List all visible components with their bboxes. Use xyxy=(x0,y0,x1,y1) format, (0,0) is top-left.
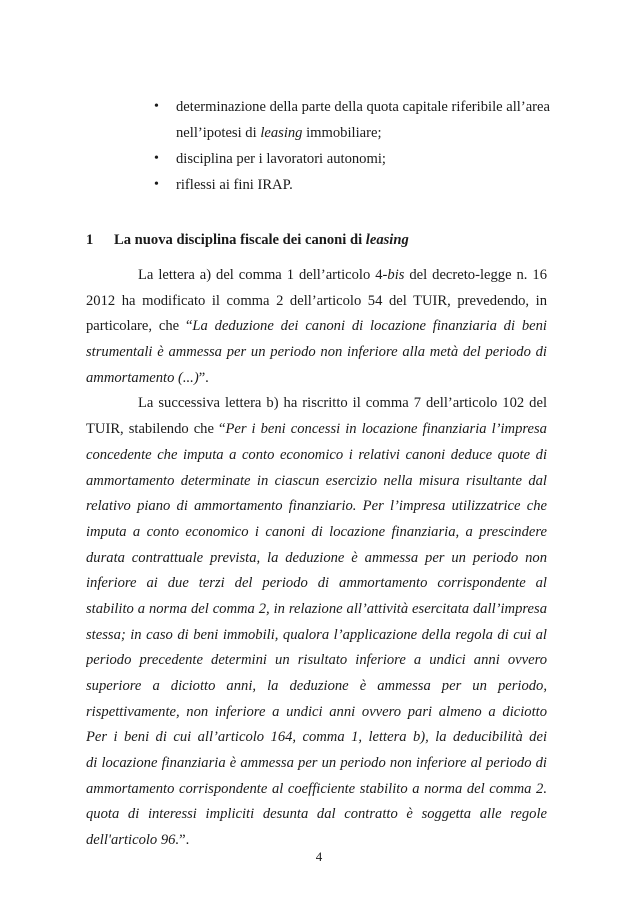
para2-quoted-line: quota di interessi impliciti desunta dal contratto è soggetta alle regole xyxy=(86,806,547,823)
para1-line4: strumentali è ammessa per un periodo non inferiore alla metà del periodo di xyxy=(86,344,547,361)
para1-line5 xyxy=(86,366,547,392)
bullet-item-area xyxy=(150,94,550,146)
section-number: 1 xyxy=(86,232,94,248)
para1-line2: 2012 ha modificato il comma 2 dell’articolo 54 del TUIR, prevedendo, in xyxy=(86,292,547,309)
para2-quoted-line: durata contrattuale prevista, la deduzione è ammessa per un periodo non xyxy=(86,549,547,566)
para2-quoted-line: rispettivamente, non inferiore a undici anni ovvero pari almeno a diciotto xyxy=(86,703,547,720)
bullet-icon: • xyxy=(154,99,159,114)
section-title: La nuova disciplina fiscale dei canoni di xyxy=(114,232,366,248)
para1-line1-post: del decreto-legge n. 16 xyxy=(409,267,547,283)
para2-line2-pre: TUIR, stabilendo che “ xyxy=(86,421,226,438)
bullet-text-line1: determinazione della parte della quota capitale riferibile all’area xyxy=(176,99,550,115)
bullet-icon: • xyxy=(154,177,159,192)
para2-quoted-line: concedente che imputa a conto economico i relativi canoni deduce quote di xyxy=(86,446,547,463)
section-heading xyxy=(86,230,556,250)
para2-quoted-line: relativo piano di ammortamento finanziario. Per l’impresa utilizzatrice che xyxy=(86,498,547,515)
para2-last-emphasis: dell'articolo 96. xyxy=(86,832,180,849)
para1-line5-post: ”. xyxy=(198,369,209,386)
para1-line3 xyxy=(86,314,547,340)
para2-quoted-line: Per i beni di cui all’articolo 164, comma 1, lettera b), la deducibilità dei xyxy=(86,729,547,746)
para2-quoted-line: ammortamento determinate in ciascun esercizio nella misura risultante dal xyxy=(86,472,547,489)
bullet-item-lavoratori xyxy=(150,146,550,172)
para2-last-post: ”. xyxy=(179,832,190,849)
para2-quoted-line: imputa a conto economico i canoni di locazione finanziaria, a prescindere xyxy=(86,523,547,540)
bullet-icon: • xyxy=(154,151,159,166)
para2-quoted-lines xyxy=(86,443,547,828)
para2-quoted-line: inferiore ai due terzi del periodo di ammortamento corrispondente al xyxy=(86,575,547,592)
bullet-text-post: immobiliare; xyxy=(302,125,382,141)
para2-line2-emphasis: Per i beni concessi in locazione finanziaria l’impresa xyxy=(225,421,547,438)
body-text xyxy=(86,263,547,854)
para2-quoted-line: superiore a diciotto anni, la deduzione è ammessa per un periodo, xyxy=(86,678,547,694)
bullet-text: riflessi ai fini IRAP. xyxy=(176,177,293,193)
bullet-text-line2 xyxy=(176,120,550,146)
para2-quoted-line: ammortamento corrispondente al coefficiente stabilito a norma del comma 2. xyxy=(86,780,547,797)
para2-quoted-line: di locazione finanziaria è ammessa per un periodo non inferiore al periodo di xyxy=(86,755,547,772)
para2-line1: La successiva lettera b) ha riscritto il comma 7 dell’articolo 102 del xyxy=(138,395,547,412)
para1-line1 xyxy=(86,263,547,289)
bullet-text-pre: nell’ipotesi di xyxy=(176,125,261,141)
para2-quoted-line: stessa; in caso di beni immobili, qualora l’applicazione della regola di cui al xyxy=(86,626,547,643)
bullet-text: disciplina per i lavoratori autonomi; xyxy=(176,151,386,167)
bullet-list xyxy=(150,94,550,198)
para1-line3-emphasis: La deduzione dei canoni di locazione finanziaria di beni xyxy=(192,318,547,335)
section-title-emphasis: leasing xyxy=(365,232,409,248)
para2-line2 xyxy=(86,417,547,443)
para1-line3-pre: particolare, che “ xyxy=(86,318,193,335)
bullet-item-irap xyxy=(150,172,550,198)
bullet-text-emphasis: leasing xyxy=(260,125,303,141)
para1-line1-emphasis: bis xyxy=(387,267,405,283)
para1-line5-emphasis: ammortamento (...) xyxy=(86,369,199,386)
para1-line1-pre: La lettera a) del comma 1 dell’articolo 4- xyxy=(138,267,388,283)
page-number: 4 xyxy=(315,849,323,864)
para2-quoted-line: stabilito a norma del comma 2, in relazione all’attività esercitata dall’impresa xyxy=(86,600,547,617)
para2-quoted-line: periodo precedente determini un risultato inferiore a undici anni ovvero xyxy=(86,652,547,669)
